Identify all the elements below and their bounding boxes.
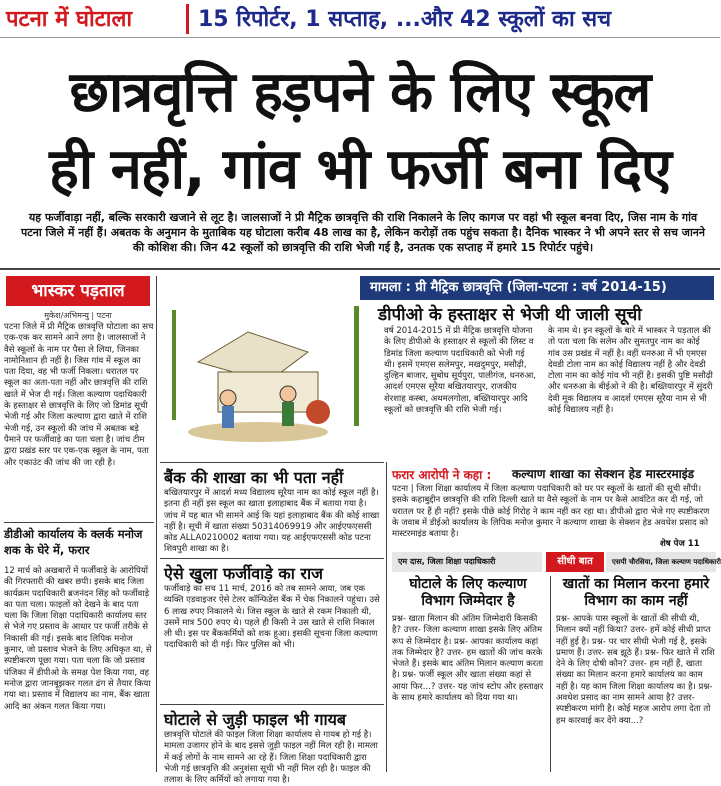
fake-scheme-headline: ऐसे खुला फर्जीवाड़े का राज xyxy=(164,564,323,583)
clerk-body: 12 मार्च को अखबारों में फर्जीवाड़े के आरोपियों की गिरफ्तारी की खबर छपी। इसके बाद जिला कार्यक्रम पदाधिकारी ब्रजनंदन सिंह को फर्जीवाड़े का पता चला। फाइलों को देखने के बाद पता चला कि जिला शिक्षा पदाधिकारी कार्यालय स्तर से भेजे गए प्रस्ताव के आधार पर फर्जी तरीके से निकासी की गई। इसके बाद लिपिक मनोज कुमार, जो प्रस्ताव भेजने के लिए अधिकृत था, से स्पष्टीकरण पूछा गया। पता चला कि जो प्रस्ताव पंजिका में डीपीओ के समक्ष पेश किया गया, वह मनोज द्वारा जानबूझकर गलत ढंग से तैयार किया गया था। प्रस्ताव में विद्यालय का नाम, बैंक खाता आदि का अंकन गलत किया गया। xyxy=(4,566,152,712)
continued-note: शेष पेज 11 xyxy=(660,539,700,549)
divider xyxy=(160,704,384,705)
fake-scheme-body: फर्जीवाड़े का सच 11 मार्च, 2016 को तब सामने आया, जब एक व्यक्ति एडवाइजर ऐसे टेलर कॉन्फिडेंस बैंक में चेक निकालने पहुंचा। उसे 6 लाख रुपए निकालने थे। जिस स्कूल के खाते से रकम निकाली थी, उसमें मात्र 500 रुपए थे। पहले ही किसी ने उस खाते से राशि निकाल ली थी। इस पर बैंककर्मियों को शक हुआ। इसकी सूचना जिला कल्याण पदाधिकारी को दी गई। फिर पुलिस को भी। xyxy=(164,584,380,651)
cartoon-illustration xyxy=(158,302,380,460)
kicker-bar xyxy=(0,0,720,38)
investigation-body: पटना जिले में प्री मैट्रिक छात्रवृत्ति घोटाला का सच एक-एक कर सामने आने लगा है। जालसाजों ने वैसे स्कूलों के नाम पर पैसा ले लिया, जिनका नामोनिशान ही नहीं है। जिस गांव में स्कूल का पता दिया, वह भी फर्जी निकला। धरातल पर स्कूल का अता-पता नहीं और छात्रवृत्ति की राशि खाते में भेज दी गई। जिला कल्याण पदाधिकारी के हस्ताक्षर से छात्रवृत्ति के लिए जो डिमांड सूची भेजी गई और जिला कल्याण द्वारा खाते में राशि भेजी गई, उन स्कूलों की जांच में अबतक बड़े पैमाने पर फर्जीवाड़े का पता चला है। जांच टीम द्वारा प्रखंड स्तर पर एक-एक स्कूल के नाम, पता और एकाउंट की जांच की जा रही है। xyxy=(4,322,154,468)
interview-right-label: एसपी चौरसिया, जिला कल्याण पदाधिकारी xyxy=(606,552,716,572)
kicker-divider xyxy=(186,4,189,34)
scheme-column-a: वर्ष 2014-2015 में प्री मैट्रिक छात्रवृत्ति योजना के लिए डीपीओ के हस्ताक्षर से स्कूलों की लिस्ट व डिमांड जिला कल्याण पदाधिकारी को भेजी गई थी। इसमें एमएस सलेमपुर, मखदुमपुर, मसौढ़ी, दुल्हिन बाजार, सुबोध सूर्यपुरा, पालीगंज, धनरुआ, आदर्श एमएस सूरैया बखितयारपुर, राजकीय शेरशाह कस्बा, अथमलगोला, बख्तियारपुर आदि स्कूलों को छात्रवृत्ति की राशि भेजी गई। xyxy=(384,326,536,416)
interview-badge: सीधी बात xyxy=(546,552,604,572)
kicker-summary: 15 रिपोर्टर, 1 सप्ताह, ...और 42 स्कूलों का सच xyxy=(198,7,612,32)
column-rule xyxy=(550,576,551,772)
scheme-bar: मामला : प्री मैट्रिक छात्रवृत्ति (जिला-पटना : वर्ष 2014-15) xyxy=(360,276,714,300)
file-missing-headline: घोटाले से जुड़ी फाइल भी गायब xyxy=(164,710,347,729)
bank-body: बखितयारपुर में आदर्श मध्य विद्यालय सूरैया नाम का कोई स्कूल नहीं है। इतना ही नहीं इस स्कूल का खाता इलाहाबाद बैंक में बताया गया है। जांच में यह बात भी सामने आई कि यहां इलाहाबाद बैंक की कोई शाखा नहीं है। सूची में खाता संख्या 50314069919 और आईएफएससी कोड ALLA0210002 बताया गया। यह आईएफएससी कोड पटना शिवपुरी शाखा का है। xyxy=(164,488,380,555)
clerk-subhead: डीडीओ कार्यालय के क्लर्क मनोज शक के घेरे में, फरार xyxy=(4,527,143,557)
file-missing-body: छात्रवृत्ति घोटाले की फाइल जिला शिक्षा कार्यालय से गायब हो गई है। मामला उजागर होने के बाद इससे जुड़ी फाइल नहीं मिल रही है। मामला में कई लोगों के नाम सामने आ रहे हैं। जिला शिक्षा पदाधिकारी द्वारा भेजी गई छात्रवृत्ति की अनुशंसा सूची भी नहीं मिल रही है। फाइल की तलाश के लिए कर्मियों को लगाया गया है। xyxy=(164,730,378,786)
divider xyxy=(160,462,384,463)
intro-paragraph: यह फर्जीवाड़ा नहीं, बल्कि सरकारी खजाने से लूट है। जालसाजों ने प्री मैट्रिक छात्रवृत्ति की राशि निकालने के लिए कागज पर वहां भी स्कूल बनवा दिए, जिस नाम के गांव पटना जिले में नहीं हैं। अबतक के अनुमान के मुताबिक यह घोटाला करीब 48 लाख का है, लेकिन करोड़ों तक पहुंच सकता है। दैनिक भास्कर ने भी अपने स्तर से सच जानने की कोशिश की। जिन 42 स्कूलों को छात्रवृत्ति की राशि भेजी गई है, उनतक एक सप्ताह में हमारे 15 रिपोर्टर पहुंचे। xyxy=(20,211,706,254)
accused-label: फरार आरोपी ने कहा : xyxy=(392,468,492,482)
interview-left-body: प्रश्न- खाता मिलान की अंतिम जिम्मेदारी किसकी है? उत्तर- जिला कल्याण शाखा इसके लिए अंतिम रूप से जिम्मेदार है। प्रश्न- आपका कार्यालय कहां तक जिम्मेदार है? उत्तर- हम खातों की जांच करके भेजते हैं। इसके बाद अंतिम मिलान कल्याण करता है। प्रश्न- फर्जी स्कूल और खाता संख्या कहां से आया फिर...? उत्तर- यह जांच स्टोप और हस्ताक्षर के साथ हमारे कार्यालय को दिया गया था। xyxy=(392,614,544,704)
section-tag: भास्कर पड़ताल xyxy=(6,276,150,306)
headline-line-2: ही नहीं, गांव भी फर्जी बना दिए xyxy=(49,137,671,202)
dpo-headline: डीपीओ के हस्ताक्षर से भेजी थी जाली सूची xyxy=(378,305,642,325)
interview-right-headline: खातों का मिलान करना हमारे विभाग का काम नहीं xyxy=(562,576,710,609)
scheme-column-b: के नाम थे। इन स्कूलों के बारे में भास्कर ने पड़ताल की तो पता चला कि सलेम और सुमतपुर नाम का कोई गांव उस प्रखंड में नहीं है। वहीं धनरुआ में भी एमएस देवडी टोला नाम का कोई विद्यालय नहीं है और देवडी टोला नाम का कोई गांव भी नहीं है। इसकी पुष्टि मसौढ़ी और धनरुआ के बीईओ ने की है। बख्तियारपुर में सुंदरी देवी मूक विद्यालय व आदर्श एमएस सूरैया नाम से भी कोई विद्यालय नहीं है। xyxy=(548,326,713,416)
kicker-location: पटना में घोटाला xyxy=(6,7,133,32)
headline-line-1: छात्रवृत्ति हड़पने के लिए स्कूल xyxy=(69,60,651,125)
interview-left-label: एम दास, जिला शिक्षा पदाधिकारी xyxy=(392,552,542,572)
byline: मुकेश/अभिमन्यु | पटना xyxy=(44,311,112,320)
interview-left-headline: घोटाले के लिए कल्याण विभाग जिम्मेदार है xyxy=(409,576,527,609)
accused-body: पटना | जिला शिक्षा कार्यालय में जिला कल्याण पदाधिकारी को घर पर स्कूलों के खातों की सूची सौंपी। इसके कहाबुद्दीन छात्रवृत्ति की राशि दिल्ली खाते या वैसे स्कूलों के नाम पर कैसे आवंटित कर दी गई, जो धरातल पर हैं ही नहीं? इसके पीछे कोई गिरोह ने काम नहीं कर रहा था। डीपीओ द्वारा भेजे गए स्पष्टीकरण के जवाब में डीईओ कार्यालय के लिपिक मनोज कुमार ने कल्याण शाखा के सेक्शन हेड अवधेश प्रसाद को मास्टरमाइंड बताया है। xyxy=(392,484,710,540)
column-rule xyxy=(156,276,157,772)
bank-headline: बैंक की शाखा का भी पता नहीं xyxy=(164,468,344,487)
column-rule xyxy=(386,462,387,772)
interview-right-body: प्रश्न- आपके पास स्कूलों के खातों की सीधी थी, मिलान क्यों नहीं किया? उत्तर- हमें कोई सीधी प्राप्त नहीं हुई है। प्रश्न- पर चार सीधी भेजी गई है, इसके प्रमाण हैं। उत्तर- सब झूठे हैं। प्रश्न- फिर खाते में राशि देने के लिए दोषी कौन? उत्तर- हम नहीं हैं, खाता संख्या का मिलान करना हमारे कार्यालय का काम नहीं है। यह काम जिला शिक्षा कार्यालय का है। प्रश्न- अवधेश प्रसाद का नाम सामने आया है? उत्तर- स्पष्टीकरण मांगी है। कोई महज आरोप लगा देता तो हम कारवाई कर देंगे क्या...? xyxy=(556,614,715,726)
accused-headline: कल्याण शाखा का सेक्शन हेड मास्टरमाइंड xyxy=(512,467,695,481)
divider xyxy=(0,268,720,270)
divider xyxy=(4,522,154,523)
divider xyxy=(160,558,384,559)
